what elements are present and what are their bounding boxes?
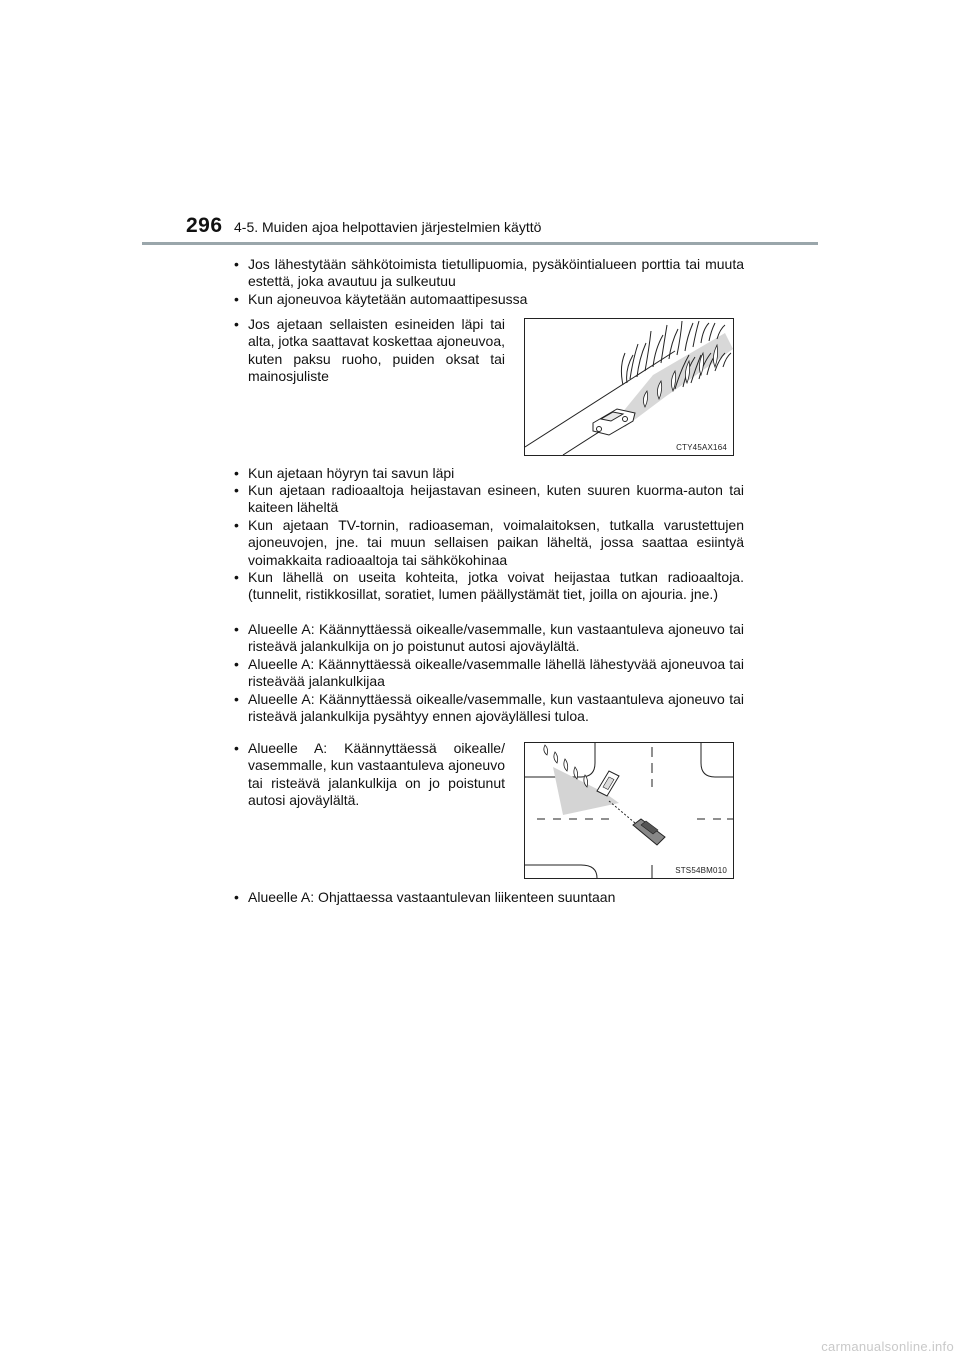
bullet-item: • Kun lähellä on useita kohteita, jotka voivat heijastaa tutkan radioaaltoja. (tunnelit, ristikkosillat, soratiet, lumen päällystämät tiet, joilla on ajouria. jne.): [226, 569, 744, 604]
page-number: 296: [186, 214, 223, 237]
bullet-item: • Alueelle A: Käännyttäessä oikealle/vasemmalle, kun vastaantuleva ajoneuvo tai risteävä jalankulkija on jo poistunut autosi ajoväylältä.: [226, 621, 744, 656]
intersection-drawing: [525, 743, 733, 878]
oncoming-car-illustration: [597, 771, 619, 796]
section-title: 4-5. Muiden ajoa helpottavien järjestelmien käyttö: [234, 219, 542, 235]
own-car-illustration: [633, 819, 665, 845]
grass-road-drawing: [525, 319, 733, 455]
bullet-item: • Alueelle A: Käännyttäessä oikealle/ vasemmalle, kun vastaantuleva ajoneuvo tai risteävä jalankulkija on jo poistunut autosi ajoväylältä.: [226, 740, 505, 810]
bullet-item: • Kun ajetaan TV-tornin, radioaseman, voimalaitoksen, tutkalla varustettujen ajoneuvojen, jne. tai muun sellaisen paikan läheltä, jossa saattaa esiintyä voimakkaita radioaaltoja tai sähkökohinaa: [226, 517, 744, 569]
figure-grass-illustration: [524, 318, 734, 456]
bullet-item: • Kun ajoneuvoa käytetään automaattipesussa: [226, 291, 744, 308]
bullet-item: • Jos lähestytään sähkötoimista tietullipuomia, pysäköintialueen porttia tai muuta estettä, joka avautuu ja sulkeutuu: [226, 256, 744, 291]
bullet-item: • Alueelle A: Käännyttäessä oikealle/vasemmalle lähellä lähestyvää ajoneuvoa tai risteävää jalankulkijaa: [226, 656, 744, 691]
figure-code: CTY45AX164: [676, 443, 727, 452]
bullet-item: • Kun ajetaan höyryn tai savun läpi: [226, 465, 744, 482]
bullet-item: • Alueelle A: Ohjattaessa vastaantulevan liikenteen suuntaan: [226, 889, 744, 906]
watermark: carmanualsonline.info: [821, 1339, 954, 1354]
bullet-item: • Jos ajetaan sellaisten esineiden läpi tai alta, jotka saattavat koskettaa ajoneuvoa, kuten paksu ruoho, puiden oksat tai mainosjuliste: [226, 316, 505, 386]
bullet-item: • Alueelle A: Käännyttäessä oikealle/vasemmalle, kun vastaantuleva ajoneuvo tai risteävä jalankulkija pysähtyy ennen ajoväylällesi tuloa.: [226, 691, 744, 726]
figure-code: STS54BM010: [675, 866, 727, 875]
figure-intersection-illustration: [524, 742, 734, 879]
header-divider: [142, 242, 818, 245]
bullet-item: • Kun ajetaan radioaaltoja heijastavan esineen, kuten suuren kuorma-auton tai kaiteen läheltä: [226, 482, 744, 517]
car-illustration: [593, 409, 635, 435]
